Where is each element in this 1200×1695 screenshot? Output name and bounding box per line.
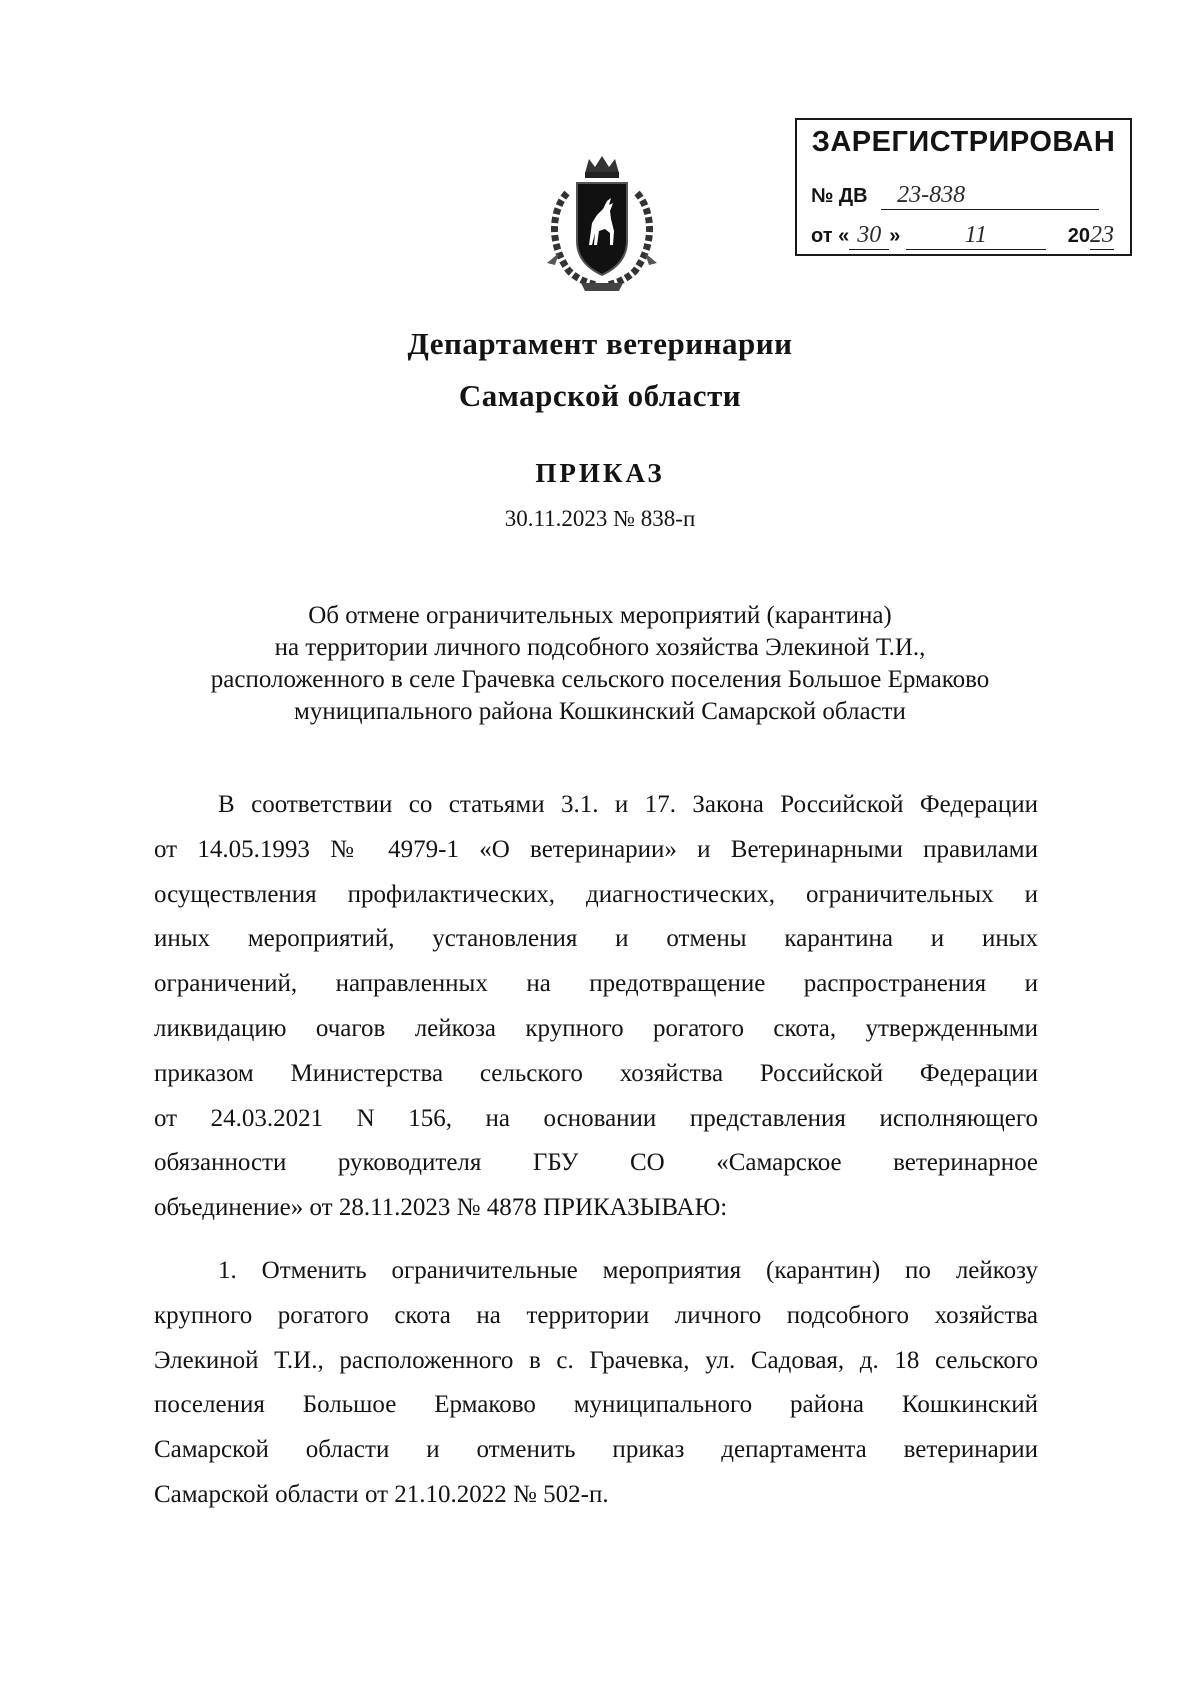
item-line: Самарской области от 21.10.2022 № 502-п. bbox=[154, 1480, 609, 1508]
stamp-date-year bbox=[1068, 222, 1114, 250]
preamble-line: объединение» от 28.11.2023 № 4878 ПРИКАЗЫВАЮ: bbox=[154, 1194, 728, 1222]
item-line: Элекиной Т.И., расположенного в с. Грачевка, ул. Садовая, д. 18 сельского bbox=[154, 1346, 1038, 1374]
subject-line: на территории личного подсобного хозяйства Элекиной Т.И., bbox=[274, 634, 926, 661]
stamp-number-line bbox=[881, 182, 1099, 210]
stamp-number-value: 23-838 bbox=[897, 182, 966, 208]
document-subject bbox=[0, 600, 1200, 728]
stamp-date-prefix: от « bbox=[811, 225, 850, 247]
item-line: Самарской области и отменить приказ департамента ветеринарии bbox=[154, 1436, 1038, 1464]
preamble-line: от 24.03.2021 N 156, на основании представления исполняющего bbox=[154, 1104, 1038, 1132]
preamble-paragraph bbox=[154, 783, 1038, 1231]
stamp-title: ЗАРЕГИСТРИРОВАН bbox=[811, 126, 1116, 158]
stamp-date-row bbox=[811, 222, 1118, 250]
order-item-1 bbox=[154, 1249, 1038, 1518]
preamble-line: от 14.05.1993 № 4979-1 «О ветеринарии» и Ветеринарными правилами bbox=[154, 835, 1038, 863]
preamble-line: ликвидацию очагов лейкоза крупного рогатого скота, утвержденными bbox=[154, 1014, 1038, 1042]
stamp-number-row bbox=[811, 182, 1118, 210]
department-name-line1: Департамент ветеринарии bbox=[407, 326, 793, 361]
preamble-line: осуществления профилактических, диагностических, ограничительных и bbox=[154, 880, 1038, 908]
subject-line: Об отмене ограничительных мероприятий (карантина) bbox=[308, 602, 892, 629]
stamp-date-mid: » bbox=[889, 225, 901, 247]
subject-line: расположенного в селе Грачевка сельского поселения Большое Ермаково bbox=[210, 666, 990, 693]
registration-stamp bbox=[795, 118, 1132, 256]
samara-coat-of-arms bbox=[537, 153, 667, 293]
document-date-number: 30.11.2023 № 838-п bbox=[504, 506, 696, 531]
stamp-date-day-line bbox=[849, 222, 889, 250]
stamp-year-prefix: 20 bbox=[1067, 225, 1090, 247]
stamp-number-label: № ДВ bbox=[811, 185, 868, 207]
document-type: ПРИКАЗ bbox=[535, 458, 665, 488]
stamp-year-suffix: 23 bbox=[1090, 222, 1114, 248]
stamp-date-month: 11 bbox=[964, 222, 987, 248]
stamp-date-day: 30 bbox=[857, 222, 882, 248]
stamp-date-month-line bbox=[906, 222, 1046, 250]
item-line: крупного рогатого скота на территории личного подсобного хозяйства bbox=[154, 1301, 1038, 1329]
preamble-line: обязанности руководителя ГБУ СО «Самарское ветеринарное bbox=[154, 1149, 1038, 1177]
preamble-line: В соответствии со статьями 3.1. и 17. Закона Российской Федерации bbox=[218, 791, 1038, 818]
subject-line: муниципального района Кошкинский Самарской области bbox=[294, 698, 906, 725]
preamble-line: ограничений, направленных на предотвращение распространения и bbox=[154, 970, 1038, 998]
department-name-line2: Самарской области bbox=[458, 378, 742, 413]
preamble-line: приказом Министерства сельского хозяйства Российской Федерации bbox=[154, 1059, 1038, 1087]
item-line: поселения Большое Ермаково муниципального района Кошкинский bbox=[154, 1391, 1038, 1419]
item-line: 1. Отменить ограничительные мероприятия (карантин) по лейкозу bbox=[218, 1257, 1038, 1284]
preamble-line: иных мероприятий, установления и отмены карантина и иных bbox=[154, 925, 1038, 953]
